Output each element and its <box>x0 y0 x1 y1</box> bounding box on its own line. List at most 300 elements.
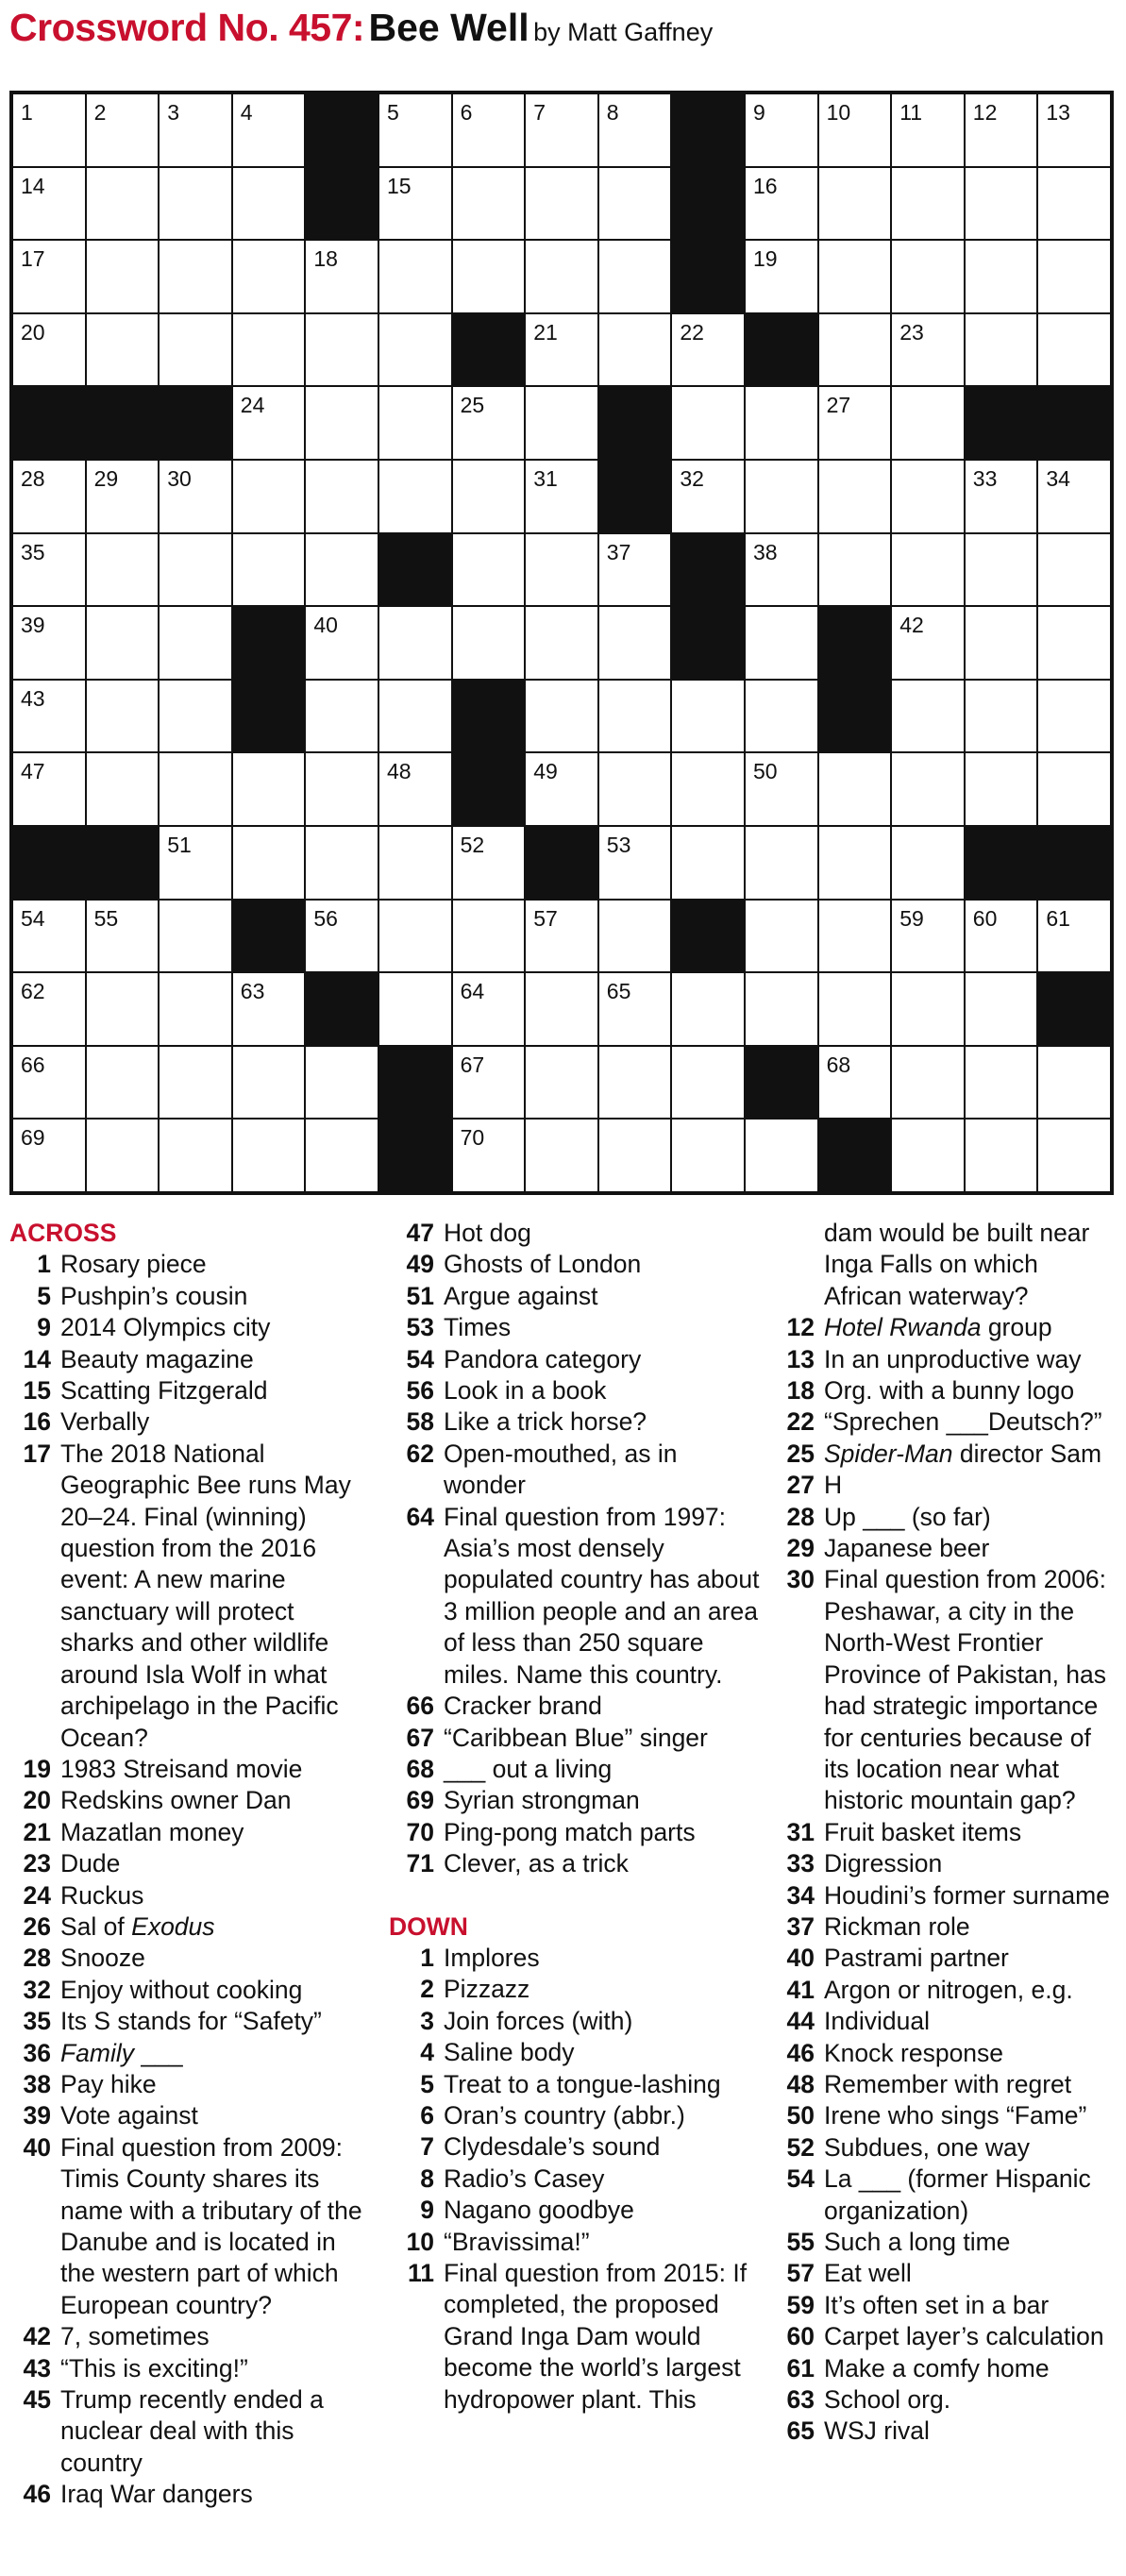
down-clue <box>389 2131 762 2163</box>
grid-cell[interactable] <box>233 827 305 899</box>
grid-cell[interactable] <box>599 681 671 752</box>
grid-cell[interactable] <box>1038 241 1110 312</box>
grid-cell[interactable] <box>160 241 231 312</box>
cell-number: 2 <box>93 100 107 125</box>
grid-cell[interactable] <box>233 753 305 825</box>
grid-cell[interactable] <box>160 973 231 1045</box>
grid-cell[interactable] <box>13 607 85 679</box>
cell-number: 9 <box>752 100 765 125</box>
grid-cell[interactable] <box>819 314 891 386</box>
clue-text: It’s often set in a bar <box>824 2290 1050 2319</box>
black-square <box>599 461 671 532</box>
grid-cell[interactable] <box>892 314 964 386</box>
grid-cell[interactable] <box>599 1047 671 1119</box>
grid-cell[interactable] <box>746 1120 817 1191</box>
cell-number: 29 <box>93 465 119 491</box>
black-square <box>746 1047 817 1119</box>
clue-text: Iraq War dangers <box>60 2480 253 2509</box>
black-square <box>87 827 159 899</box>
grid-cell[interactable] <box>13 94 85 166</box>
grid-cell[interactable] <box>526 241 597 312</box>
down-clue <box>769 1848 1120 1879</box>
black-square <box>306 168 378 240</box>
grid-cell[interactable] <box>160 314 231 386</box>
grid-cell[interactable] <box>1038 534 1110 606</box>
grid-cell[interactable] <box>453 973 525 1045</box>
grid-cell[interactable] <box>526 681 597 752</box>
grid-cell[interactable] <box>13 534 85 606</box>
grid-cell[interactable] <box>87 681 159 752</box>
grid-cell[interactable] <box>819 973 891 1045</box>
grid-cell[interactable] <box>87 753 159 825</box>
clue-number: 31 <box>786 1817 815 1846</box>
grid-cell[interactable] <box>1038 753 1110 825</box>
down-clue <box>769 2100 1120 2131</box>
grid-cell[interactable] <box>306 753 378 825</box>
grid-cell[interactable] <box>746 94 817 166</box>
grid-cell[interactable] <box>892 827 964 899</box>
grid-cell[interactable] <box>87 1047 159 1119</box>
clue-number: 30 <box>786 1565 815 1594</box>
grid-cell[interactable] <box>599 973 671 1045</box>
grid-cell[interactable] <box>892 461 964 532</box>
clue-text: Pay hike <box>60 2069 157 2098</box>
down-clue <box>769 2132 1120 2164</box>
grid-cell[interactable] <box>453 1120 525 1191</box>
grid-cell[interactable] <box>306 534 378 606</box>
grid-cell[interactable] <box>160 607 231 679</box>
clue-number: 19 <box>23 1754 51 1783</box>
grid-cell[interactable] <box>306 607 378 679</box>
grid-cell[interactable] <box>819 534 891 606</box>
grid-cell[interactable] <box>1038 607 1110 679</box>
grid-cell[interactable] <box>87 168 159 240</box>
grid-cell[interactable] <box>306 681 378 752</box>
cell-number: 56 <box>313 905 338 931</box>
clue-text: Treat to a tongue-lashing <box>444 2069 721 2098</box>
clue-number: 11 <box>407 2259 434 2287</box>
grid-cell[interactable] <box>379 387 451 459</box>
black-square <box>966 827 1037 899</box>
grid-cell[interactable] <box>892 607 964 679</box>
grid-cell[interactable] <box>526 901 597 972</box>
grid-cell[interactable] <box>453 94 525 166</box>
grid-cell[interactable] <box>87 94 159 166</box>
down-clue <box>769 2384 1120 2416</box>
clue-text: Redskins owner Dan <box>60 1786 292 1815</box>
grid-cell[interactable] <box>306 461 378 532</box>
clue-text: Beauty magazine <box>60 1344 254 1373</box>
grid-cell[interactable] <box>233 1047 305 1119</box>
grid-cell[interactable] <box>966 168 1037 240</box>
clue-number: 27 <box>786 1471 815 1500</box>
grid-cell[interactable] <box>892 973 964 1045</box>
grid-cell[interactable] <box>819 753 891 825</box>
grid-cell[interactable] <box>13 901 85 972</box>
black-square <box>233 607 305 679</box>
clue-number: 59 <box>786 2290 815 2319</box>
grid-cell[interactable] <box>526 1047 597 1119</box>
clue-text: Verbally <box>60 1407 150 1437</box>
black-square <box>160 387 231 459</box>
grid-cell[interactable] <box>819 461 891 532</box>
grid-cell[interactable] <box>379 901 451 972</box>
grid-cell[interactable] <box>453 168 525 240</box>
clue-number: 5 <box>37 1281 51 1310</box>
grid-cell[interactable] <box>379 753 451 825</box>
clue-text: Pandora category <box>444 1344 642 1373</box>
clue-number: 58 <box>406 1407 434 1437</box>
grid-cell[interactable] <box>453 1047 525 1119</box>
down-clue <box>769 2164 1120 2227</box>
grid-cell[interactable] <box>966 607 1037 679</box>
across-clue <box>9 1975 370 2006</box>
grid-cell[interactable] <box>13 1047 85 1119</box>
grid-cell[interactable] <box>233 241 305 312</box>
grid-cell[interactable] <box>526 461 597 532</box>
grid-cell[interactable] <box>379 681 451 752</box>
grid-cell[interactable] <box>966 1047 1037 1119</box>
grid-cell[interactable] <box>1038 314 1110 386</box>
grid-cell[interactable] <box>892 901 964 972</box>
grid-cell[interactable] <box>966 901 1037 972</box>
grid-cell[interactable] <box>526 387 597 459</box>
grid-cell[interactable] <box>599 753 671 825</box>
grid-cell[interactable] <box>87 973 159 1045</box>
grid-cell[interactable] <box>892 534 964 606</box>
grid-cell[interactable] <box>599 241 671 312</box>
grid-cell[interactable] <box>13 681 85 752</box>
clue-text: Such a long time <box>824 2228 1011 2256</box>
clue-number: 28 <box>786 1502 815 1531</box>
grid-cell[interactable] <box>87 1120 159 1191</box>
cell-number: 32 <box>680 465 704 491</box>
across-clue <box>9 1439 370 1754</box>
grid-cell[interactable] <box>599 827 671 899</box>
grid-cell[interactable] <box>453 461 525 532</box>
grid-cell[interactable] <box>1038 901 1110 972</box>
grid-cell[interactable] <box>672 387 744 459</box>
grid-cell[interactable] <box>453 241 525 312</box>
clue-text: Times <box>444 1313 512 1342</box>
grid-cell[interactable] <box>87 314 159 386</box>
grid-cell[interactable] <box>1038 94 1110 166</box>
grid-cell[interactable] <box>379 94 451 166</box>
grid-cell[interactable] <box>87 461 159 532</box>
grid-cell[interactable] <box>453 901 525 972</box>
grid-cell[interactable] <box>87 534 159 606</box>
clue-number: 12 <box>786 1313 815 1342</box>
clue-number: 35 <box>23 2007 51 2036</box>
grid-cell[interactable] <box>892 1120 964 1191</box>
grid-cell[interactable] <box>746 681 817 752</box>
clue-number: 62 <box>406 1439 434 1468</box>
grid-cell[interactable] <box>306 314 378 386</box>
clue-number: 52 <box>786 2132 815 2162</box>
clue-number: 40 <box>786 1944 815 1973</box>
across-clue <box>389 1439 762 1502</box>
grid-cell[interactable] <box>233 387 305 459</box>
clue-text: Final question from 2009: Timis County shares its name with a tributary of the Danube and is located in the western part of which European country? <box>60 2132 362 2319</box>
grid-cell[interactable] <box>453 827 525 899</box>
grid-cell[interactable] <box>160 94 231 166</box>
clue-text: Implores <box>444 1943 540 1972</box>
clue-text: Ping-pong match parts <box>444 1817 696 1846</box>
clue-text: Sal of Exodus <box>60 1911 215 1941</box>
black-square <box>379 534 451 606</box>
grid-cell[interactable] <box>672 681 744 752</box>
grid-cell[interactable] <box>819 387 891 459</box>
clue-number: 24 <box>23 1880 51 1910</box>
grid-cell[interactable] <box>966 461 1037 532</box>
clue-number: 40 <box>23 2132 51 2162</box>
grid-cell[interactable] <box>892 241 964 312</box>
grid-cell[interactable] <box>892 1047 964 1119</box>
down-clue <box>389 2164 762 2195</box>
cell-number: 67 <box>460 1052 485 1077</box>
grid-cell[interactable] <box>892 168 964 240</box>
grid-cell[interactable] <box>13 1120 85 1191</box>
grid-cell[interactable] <box>13 241 85 312</box>
grid-cell[interactable] <box>966 314 1037 386</box>
grid-cell[interactable] <box>892 753 964 825</box>
clue-text: 7, sometimes <box>60 2322 210 2351</box>
grid-cell[interactable] <box>746 827 817 899</box>
grid-cell[interactable] <box>892 94 964 166</box>
grid-cell[interactable] <box>379 461 451 532</box>
grid-cell[interactable] <box>13 461 85 532</box>
across-clue <box>9 1375 370 1406</box>
grid-cell[interactable] <box>966 753 1037 825</box>
grid-cell[interactable] <box>966 241 1037 312</box>
grid-cell[interactable] <box>599 314 671 386</box>
clue-number: 48 <box>786 2069 815 2098</box>
clue-text: Up ___ (so far) <box>824 1502 991 1531</box>
grid-cell[interactable] <box>160 1120 231 1191</box>
grid-cell[interactable] <box>819 168 891 240</box>
grid-cell[interactable] <box>1038 1120 1110 1191</box>
grid-cell[interactable] <box>160 534 231 606</box>
grid-cell[interactable] <box>379 607 451 679</box>
cell-number: 3 <box>167 100 179 125</box>
grid-cell[interactable] <box>233 973 305 1045</box>
grid-cell[interactable] <box>526 973 597 1045</box>
grid-cell[interactable] <box>306 241 378 312</box>
grid-cell[interactable] <box>87 901 159 972</box>
down-clue <box>769 1375 1120 1406</box>
cell-number: 17 <box>21 246 45 272</box>
grid-cell[interactable] <box>672 314 744 386</box>
clue-text: Final question from 2015: If completed, the proposed Grand Inga Dam would become the world’s largest hydropower plant. This <box>444 2259 748 2414</box>
clue-number: 37 <box>786 1911 815 1941</box>
clue-number: 60 <box>786 2322 815 2351</box>
grid-cell[interactable] <box>306 901 378 972</box>
cell-number: 19 <box>752 246 778 272</box>
grid-cell[interactable] <box>453 387 525 459</box>
grid-cell[interactable] <box>672 753 744 825</box>
clue-text: In an unproductive way <box>824 1344 1082 1373</box>
down-clue <box>769 2258 1120 2289</box>
across-clue <box>389 1785 762 1816</box>
grid-cell[interactable] <box>306 827 378 899</box>
grid-cell[interactable] <box>379 168 451 240</box>
clue-number: 57 <box>786 2259 815 2288</box>
grid-cell[interactable] <box>746 241 817 312</box>
clue-text: La ___ (former Hispanic organization) <box>824 2164 1091 2225</box>
down-clue <box>769 1943 1120 1974</box>
grid-cell[interactable] <box>160 827 231 899</box>
grid-cell[interactable] <box>526 94 597 166</box>
grid-cell[interactable] <box>526 534 597 606</box>
grid-cell[interactable] <box>819 241 891 312</box>
clue-text: Dude <box>60 1849 121 1878</box>
grid-cell[interactable] <box>966 1120 1037 1191</box>
grid-cell[interactable] <box>966 973 1037 1045</box>
grid-cell[interactable] <box>87 607 159 679</box>
grid-cell[interactable] <box>160 753 231 825</box>
grid-cell[interactable] <box>746 901 817 972</box>
grid-cell[interactable] <box>233 1120 305 1191</box>
clue-number: 14 <box>23 1344 51 1373</box>
grid-cell[interactable] <box>233 461 305 532</box>
grid-cell[interactable] <box>599 607 671 679</box>
grid-cell[interactable] <box>746 387 817 459</box>
grid-cell[interactable] <box>672 1047 744 1119</box>
clue-text: Scatting Fitzgerald <box>60 1376 268 1406</box>
grid-cell[interactable] <box>306 1047 378 1119</box>
grid-cell[interactable] <box>1038 1047 1110 1119</box>
grid-cell[interactable] <box>599 534 671 606</box>
grid-cell[interactable] <box>819 827 891 899</box>
clue-number: 69 <box>406 1786 434 1815</box>
grid-cell[interactable] <box>87 241 159 312</box>
across-clue <box>9 1344 370 1375</box>
grid-cell[interactable] <box>13 973 85 1045</box>
grid-cell[interactable] <box>160 168 231 240</box>
cell-number: 21 <box>533 319 558 345</box>
clue-number: 4 <box>420 2038 434 2067</box>
grid-cell[interactable] <box>526 607 597 679</box>
clue-text: Rosary piece <box>60 1250 207 1279</box>
grid-cell[interactable] <box>13 314 85 386</box>
clue-number: 41 <box>786 1975 815 2004</box>
cell-number: 54 <box>21 905 45 931</box>
grid-cell[interactable] <box>892 387 964 459</box>
across-clue <box>9 1249 370 1280</box>
cell-number: 24 <box>240 393 265 418</box>
clue-text: Houdini’s former surname <box>824 1880 1110 1910</box>
grid-cell[interactable] <box>526 168 597 240</box>
grid-cell[interactable] <box>746 534 817 606</box>
black-square <box>672 94 744 166</box>
down-clue <box>769 2353 1120 2384</box>
grid-cell[interactable] <box>966 681 1037 752</box>
grid-cell[interactable] <box>160 901 231 972</box>
grid-cell[interactable] <box>966 94 1037 166</box>
grid-cell[interactable] <box>379 827 451 899</box>
grid-cell[interactable] <box>599 1120 671 1191</box>
grid-cell[interactable] <box>1038 461 1110 532</box>
down-clue <box>769 2006 1120 2037</box>
grid-cell[interactable] <box>233 168 305 240</box>
grid-cell[interactable] <box>13 168 85 240</box>
across-clue <box>389 1754 762 1785</box>
grid-cell[interactable] <box>13 753 85 825</box>
grid-cell[interactable] <box>746 461 817 532</box>
grid-cell[interactable] <box>599 901 671 972</box>
grid-cell[interactable] <box>233 94 305 166</box>
grid-cell[interactable] <box>819 1047 891 1119</box>
grid-cell[interactable] <box>672 827 744 899</box>
grid-cell[interactable] <box>526 753 597 825</box>
down-heading: DOWN <box>389 1911 468 1941</box>
cell-number: 48 <box>386 759 412 784</box>
grid-cell[interactable] <box>672 1120 744 1191</box>
grid-cell[interactable] <box>819 94 891 166</box>
cell-number: 68 <box>826 1052 851 1077</box>
clue-text: The 2018 National Geographic Bee runs May 20–24. Final (winning) question from the 2016 event: A new marine sanctuary will protect sharks and other wildlife around Isla Wolf in what archipelago in the Pacific Ocean? <box>60 1439 351 1752</box>
grid-cell[interactable] <box>599 94 671 166</box>
grid-cell[interactable] <box>819 901 891 972</box>
grid-cell[interactable] <box>160 1047 231 1119</box>
grid-cell[interactable] <box>453 607 525 679</box>
grid-cell[interactable] <box>379 241 451 312</box>
grid-cell[interactable] <box>746 753 817 825</box>
grid-cell[interactable] <box>379 973 451 1045</box>
grid-cell[interactable] <box>306 1120 378 1191</box>
clue-number: 34 <box>786 1880 815 1910</box>
grid-cell[interactable] <box>379 314 451 386</box>
grid-cell[interactable] <box>453 534 525 606</box>
grid-cell[interactable] <box>526 314 597 386</box>
grid-cell[interactable] <box>672 973 744 1045</box>
grid-cell[interactable] <box>160 681 231 752</box>
clue-number: 50 <box>786 2101 815 2130</box>
cell-number: 57 <box>533 905 558 931</box>
clue-number: 3 <box>420 2006 434 2035</box>
clue-text: Digression <box>824 1849 943 1878</box>
grid-cell[interactable] <box>892 681 964 752</box>
clue-number: 47 <box>406 1219 434 1247</box>
clue-number: 70 <box>406 1817 434 1846</box>
grid-cell[interactable] <box>1038 168 1110 240</box>
clue-text: WSJ rival <box>824 2416 930 2446</box>
grid-cell[interactable] <box>1038 681 1110 752</box>
grid-cell[interactable] <box>599 168 671 240</box>
down-clue <box>389 2258 762 2416</box>
grid-cell[interactable] <box>233 314 305 386</box>
clue-number: 38 <box>23 2069 51 2098</box>
grid-cell[interactable] <box>160 461 231 532</box>
clue-text: Open-mouthed, as in wonder <box>444 1439 678 1500</box>
clue-number: 56 <box>406 1376 434 1406</box>
grid-cell[interactable] <box>233 534 305 606</box>
cell-number: 11 <box>899 100 923 125</box>
grid-cell[interactable] <box>966 534 1037 606</box>
grid-cell[interactable] <box>746 607 817 679</box>
cell-number: 51 <box>167 832 192 857</box>
clue-text: Clydesdale’s sound <box>444 2132 661 2162</box>
grid-cell[interactable] <box>306 387 378 459</box>
cell-number: 13 <box>1046 100 1070 125</box>
clue-text: Oran’s country (abbr.) <box>444 2100 685 2130</box>
clue-number: 49 <box>406 1250 434 1279</box>
grid-cell[interactable] <box>746 168 817 240</box>
down-clue <box>769 1502 1120 1533</box>
grid-cell[interactable] <box>526 1120 597 1191</box>
grid-cell[interactable] <box>672 461 744 532</box>
grid-cell[interactable] <box>746 973 817 1045</box>
